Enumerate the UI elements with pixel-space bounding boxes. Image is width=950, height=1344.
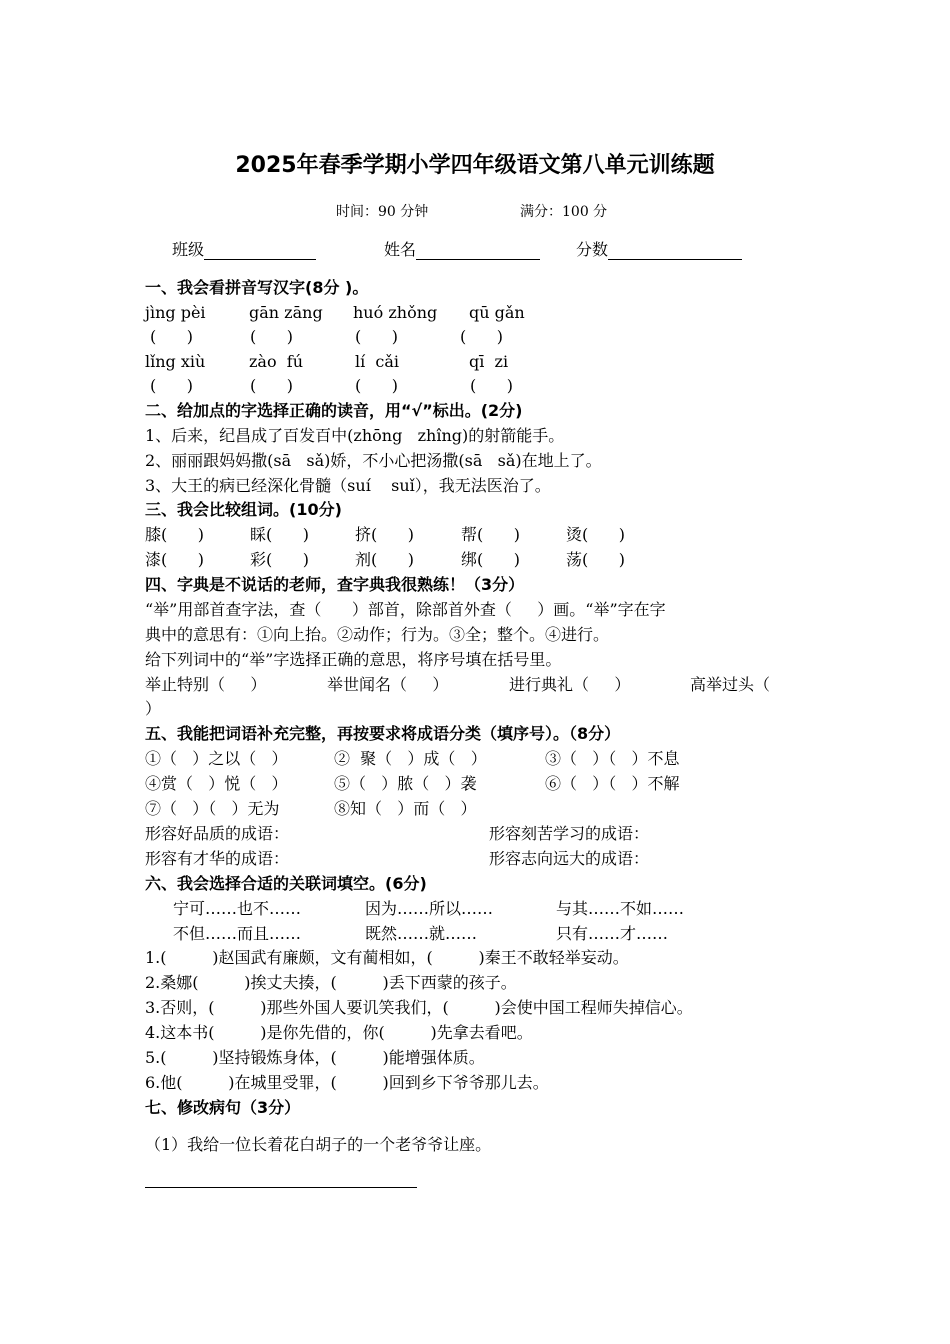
conjunction-option: 不但……而且…… bbox=[173, 924, 302, 943]
word-item[interactable]: 漆( ) bbox=[145, 550, 205, 569]
answer-paren[interactable]: ( ) bbox=[355, 376, 398, 395]
answer-paren[interactable]: ( ) bbox=[355, 327, 398, 346]
idiom-item[interactable]: ③（ ）（ ）不息 bbox=[545, 749, 680, 768]
conjunction-option: 只有……才…… bbox=[556, 924, 669, 943]
word-item[interactable]: 举止特别（ ） bbox=[145, 675, 267, 694]
page-title: 2025年春季学期小学四年级语文第八单元训练题 bbox=[235, 153, 715, 178]
s6-line-4[interactable]: 4.这本书( )是你先借的，你( )先拿去看吧。 bbox=[145, 1023, 533, 1042]
s4-line-3: 给下列词中的“举”字选择正确的意思，将序号填在括号里。 bbox=[145, 650, 562, 669]
answer-paren[interactable]: ( ) bbox=[460, 327, 503, 346]
s4-line-2: 典中的意思有：①向上抬。②动作；行为。③全；整个。④进行。 bbox=[145, 625, 610, 644]
idiom-item[interactable]: ①（ ）之以（ ） bbox=[145, 749, 288, 768]
pinyin-2-1: lǐng xiù bbox=[145, 352, 206, 371]
s6-line-5[interactable]: 5.( )坚持锻炼身体，( )能增强体质。 bbox=[145, 1048, 485, 1067]
category-label: 形容刻苦学习的成语： bbox=[489, 824, 650, 843]
conjunction-option: 既然……就…… bbox=[365, 924, 478, 943]
section6-heading: 六、我会选择合适的关联词填空。(6分) bbox=[145, 874, 427, 893]
conjunction-option: 与其……不如…… bbox=[556, 899, 685, 918]
word-item[interactable]: 烫( ) bbox=[566, 525, 626, 544]
s6-line-1[interactable]: 1.( )赵国武有廉颇，文有蔺相如，( )秦王不敢轻举妄动。 bbox=[145, 948, 629, 967]
word-item[interactable]: 膝( ) bbox=[145, 525, 205, 544]
name-label: 姓名 bbox=[384, 240, 417, 259]
class-label: 班级 bbox=[172, 240, 205, 259]
category-label: 形容好品质的成语： bbox=[145, 824, 290, 843]
s6-line-2[interactable]: 2.桑娜( )挨丈夫揍，( )丢下西蒙的孩子。 bbox=[145, 973, 517, 992]
word-item[interactable]: 帮( ) bbox=[461, 525, 521, 544]
score-label: 分数 bbox=[576, 240, 609, 259]
pinyin-1-4: qū gǎn bbox=[469, 303, 525, 322]
word-item[interactable]: 荡( ) bbox=[566, 550, 626, 569]
word-item[interactable]: 举世闻名（ ） bbox=[327, 675, 449, 694]
section1-heading: 一、我会看拼音写汉字(8分 )。 bbox=[145, 278, 369, 297]
s2-line-3: 3、大王的病已经深化骨髓（suí suǐ），我无法医治了。 bbox=[145, 476, 551, 495]
idiom-item[interactable]: ⑦（ ）（ ）无为 bbox=[145, 799, 280, 818]
time-label: 时间：90 分钟 bbox=[336, 204, 429, 220]
answer-paren[interactable]: ( ) bbox=[150, 327, 193, 346]
word-item[interactable]: 睬( ) bbox=[250, 525, 310, 544]
pinyin-1-1: jìng pèi bbox=[145, 303, 206, 322]
section4-heading: 四、字典是不说话的老师，查字典我很熟练！（3分） bbox=[145, 575, 525, 594]
word-item[interactable]: 剂( ) bbox=[355, 550, 415, 569]
pinyin-1-3: huó zhǒng bbox=[353, 303, 438, 322]
s6-line-6[interactable]: 6.他( )在城里受罪，( )回到乡下爷爷那儿去。 bbox=[145, 1073, 549, 1092]
word-item[interactable]: 挤( ) bbox=[355, 525, 415, 544]
section2-heading: 二、给加点的字选择正确的读音，用“√”标出。(2分) bbox=[145, 401, 523, 420]
word-item[interactable]: 绑( ) bbox=[461, 550, 521, 569]
score-blank[interactable] bbox=[608, 241, 742, 260]
s4-line-1: “举”用部首查字法，查（ ）部首，除部首外查（ ）画。“举”字在字 bbox=[145, 600, 666, 619]
name-blank[interactable] bbox=[416, 241, 540, 260]
name-field bbox=[384, 240, 540, 260]
class-blank[interactable] bbox=[204, 241, 316, 260]
full-score-label: 满分：100 分 bbox=[520, 204, 608, 220]
section3-heading: 三、我会比较组词。(10分) bbox=[145, 500, 342, 519]
idiom-item[interactable]: ④赏（ ）悦（ ） bbox=[145, 774, 288, 793]
category-label: 形容有才华的成语： bbox=[145, 849, 290, 868]
s2-line-1: 1、后来，纪昌成了百发百中(zhōng zhîng)的射箭能手。 bbox=[145, 426, 565, 445]
s7-question-1: （1）我给一位长着花白胡子的一个老爷爷让座。 bbox=[145, 1135, 492, 1154]
answer-line[interactable] bbox=[145, 1187, 417, 1188]
class-field bbox=[172, 240, 316, 260]
pinyin-1-2: gān zāng bbox=[249, 303, 323, 322]
idiom-item[interactable]: ② 聚（ ）成（ ） bbox=[334, 749, 487, 768]
answer-paren[interactable]: ( ) bbox=[250, 376, 293, 395]
idiom-item[interactable]: ⑥（ ）（ ）不解 bbox=[545, 774, 680, 793]
pinyin-2-3: lí cǎi bbox=[355, 352, 400, 371]
word-item[interactable]: 进行典礼（ ） bbox=[509, 675, 631, 694]
s2-line-2: 2、丽丽跟妈妈撒(sā sǎ)娇，不小心把汤撒(sā sǎ)在地上了。 bbox=[145, 451, 602, 470]
s6-line-3[interactable]: 3.否则，( )那些外国人要讥笑我们，( )会使中国工程师失掉信心。 bbox=[145, 998, 693, 1017]
idiom-item[interactable]: ⑤（ ）脓（ ）袭 bbox=[334, 774, 477, 793]
answer-paren[interactable]: ( ) bbox=[250, 327, 293, 346]
word-item[interactable]: 高举过头（ bbox=[690, 675, 771, 694]
word-item[interactable]: 彩( ) bbox=[250, 550, 310, 569]
idiom-item[interactable]: ⑧知（ ）而（ ） bbox=[334, 799, 477, 818]
wrap-paren: ） bbox=[145, 699, 162, 718]
category-label: 形容志向远大的成语： bbox=[489, 849, 650, 868]
answer-paren[interactable]: ( ) bbox=[150, 376, 193, 395]
conjunction-option: 因为……所以…… bbox=[365, 899, 494, 918]
answer-paren[interactable]: ( ) bbox=[470, 376, 513, 395]
pinyin-2-2: zào fú bbox=[249, 352, 303, 371]
section5-heading: 五、我能把词语补充完整，再按要求将成语分类（填序号）。（8分） bbox=[145, 724, 621, 743]
score-field bbox=[576, 240, 742, 260]
conjunction-option: 宁可……也不…… bbox=[173, 899, 302, 918]
pinyin-2-4: qī zi bbox=[469, 352, 509, 371]
section7-heading: 七、修改病句（3分） bbox=[145, 1098, 301, 1117]
